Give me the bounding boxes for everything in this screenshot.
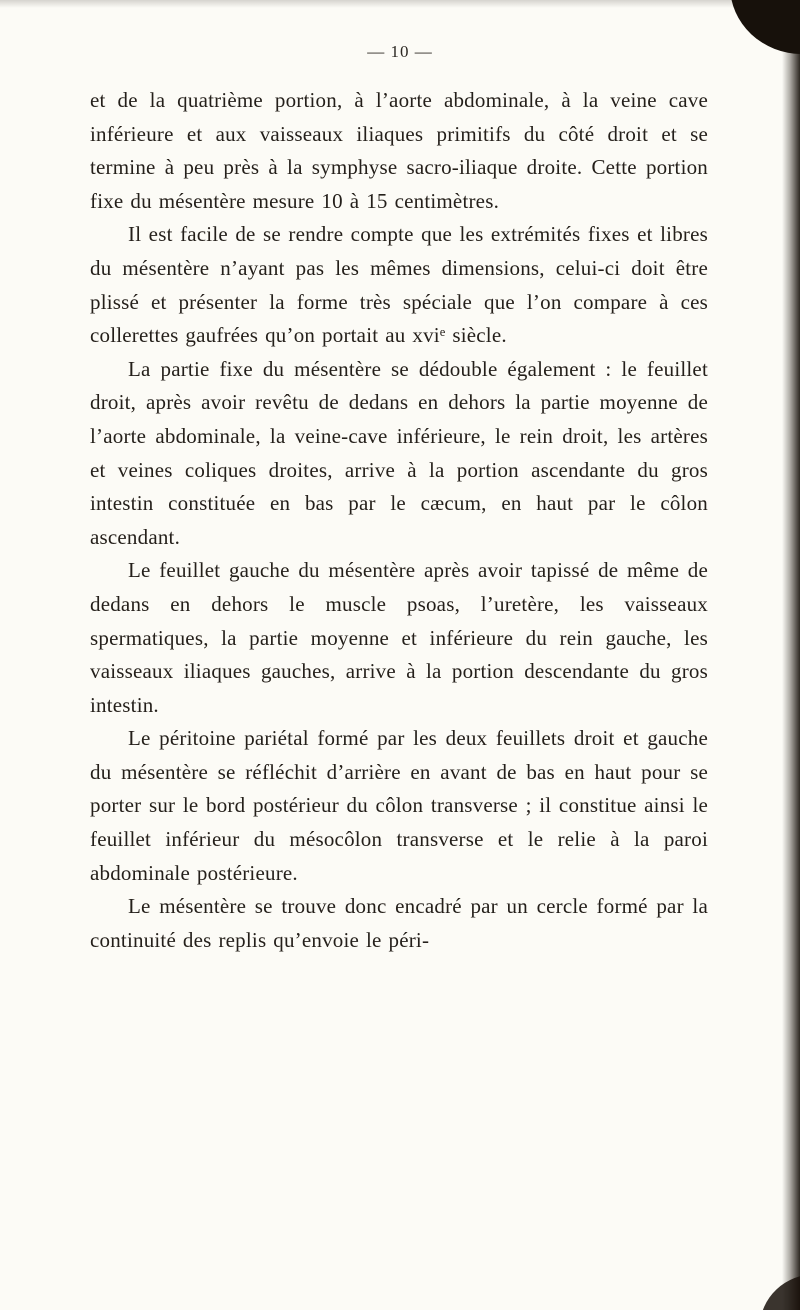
scan-edge-shadow (782, 0, 800, 1310)
paragraph: Le péritoine pariétal formé par les deux feuillets droit et gauche du mésentère se réfléchit d’arrière en avant de bas en haut pour se porter sur le bord postérieur du côlon transverse ; il constitue ainsi le feuillet inférieur du mésocôlon transverse et le relie à la paroi abdominale postérieure. (90, 726, 708, 885)
paragraph: et de la quatrième portion, à l’aorte abdominale, à la veine cave inférieure et aux vaisseaux iliaques primitifs du côté droit et se termine à peu près à la symphyse sacro-iliaque droite. Cette portion fixe du mésentère mesure 10 à 15 centimètres. (90, 88, 708, 213)
paragraph: Le feuillet gauche du mésentère après avoir tapissé de même de dedans en dehors le muscle psoas, l’uretère, les vaisseaux spermatiques, la partie moyenne et inférieure du rein gauche, les vaisseaux iliaques gauches, arrive à la portion descendante du gros intestin. (90, 558, 708, 717)
scan-corner-bottom-right (760, 1274, 800, 1310)
text-block (90, 84, 708, 957)
paragraph: Il est facile de se rendre compte que les extrémités fixes et libres du mésentère n’ayant pas les mêmes dimensions, celui-ci doit être plissé et présenter la forme très spéciale que l’on compare à ces collerettes gaufrées qu’on portait au xviᵉ siècle. (90, 222, 708, 348)
paragraph: La partie fixe du mésentère se dédouble également : le feuillet droit, après avoir revêtu de dedans en dehors la partie moyenne de l’aorte abdominale, la veine-cave inférieure, le rein droit, les artères et veines coliques droites, arrive à la portion ascendante du gros intestin constituée en bas par le cæcum, en haut par le côlon ascendant. (90, 356, 708, 549)
page-number: — 10 — (367, 42, 433, 61)
paragraph: Le mésentère se trouve donc encadré par un cercle formé par la continuité des replis qu’envoie le péri- (90, 894, 708, 952)
